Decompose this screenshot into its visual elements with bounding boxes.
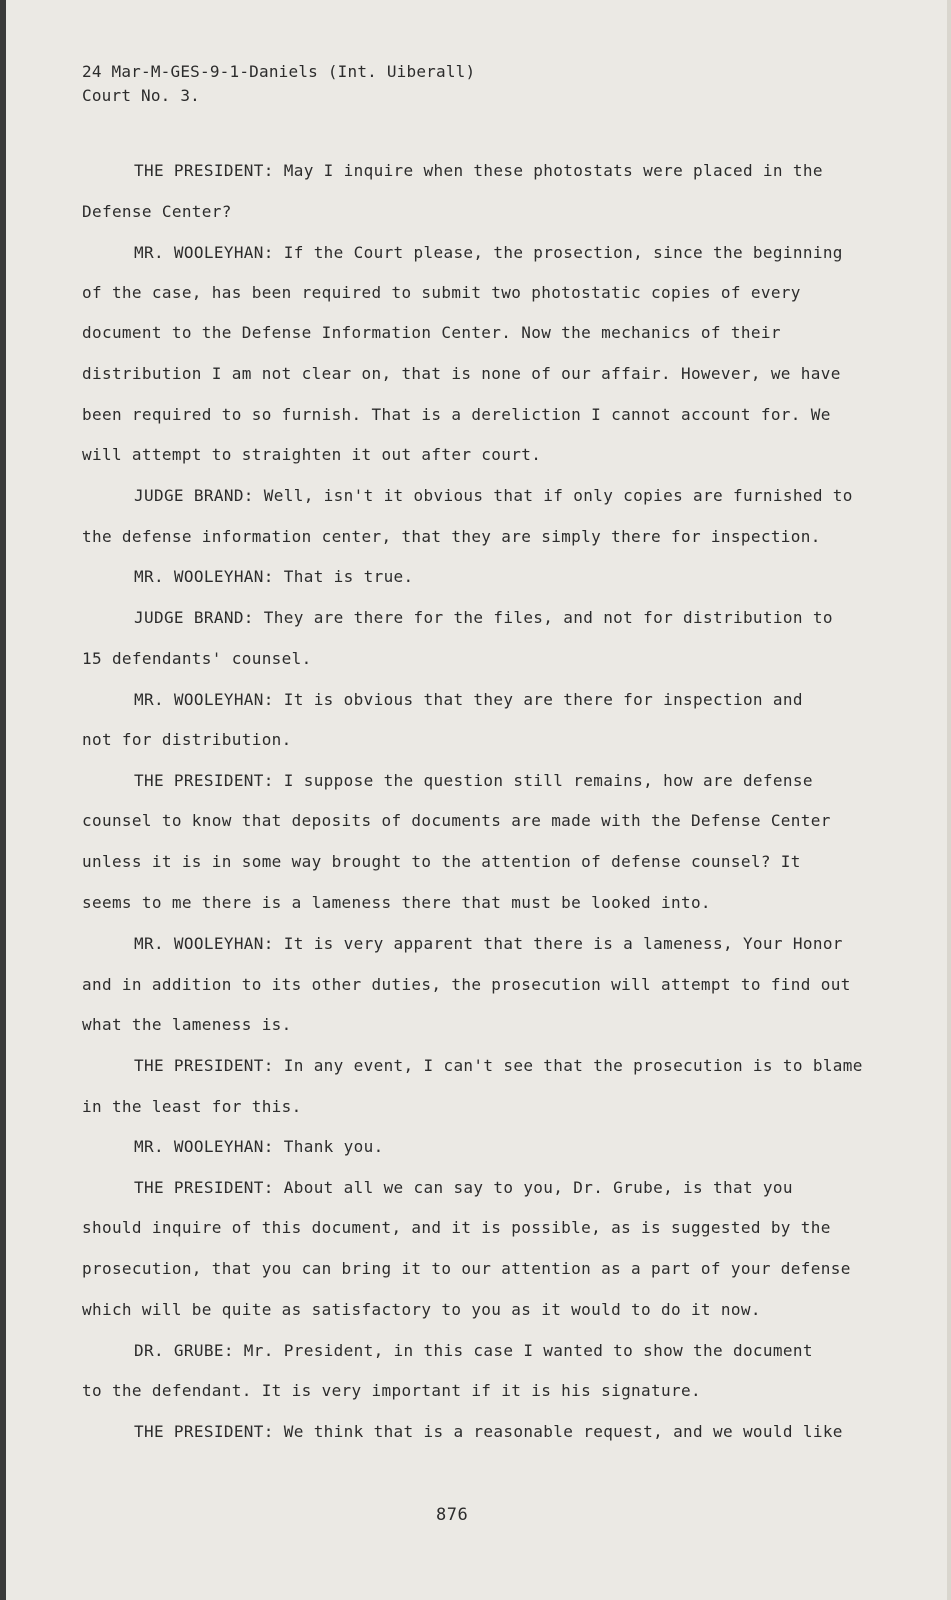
- transcript-line: MR. WOOLEYHAN: Thank you.: [134, 1137, 384, 1156]
- document-header: [82, 60, 475, 108]
- header-line-1: 24 Mar-M-GES-9-1-Daniels (Int. Uiberall): [82, 62, 476, 81]
- transcript-line: THE PRESIDENT: I suppose the question still remains, how are defense: [134, 771, 813, 790]
- transcript-line: DR. GRUBE: Mr. President, in this case I wanted to show the document: [134, 1341, 813, 1360]
- transcript-line: which will be quite as satisfactory to you as it would to do it now.: [82, 1300, 761, 1319]
- transcript-line: MR. WOOLEYHAN: It is very apparent that there is a lameness, Your Honor: [134, 934, 843, 953]
- transcript-line: not for distribution.: [82, 730, 292, 749]
- transcript-line: distribution I am not clear on, that is none of our affair. However, we have: [82, 364, 841, 383]
- transcript-line: been required to so furnish. That is a dereliction I cannot account for. We: [82, 405, 831, 424]
- transcript-line: MR. WOOLEYHAN: If the Court please, the prosection, since the beginning: [134, 243, 843, 262]
- page-left-edge: [0, 0, 6, 1600]
- transcript-line: THE PRESIDENT: We think that is a reasonable request, and we would like: [134, 1422, 843, 1441]
- transcript-line: the defense information center, that they are simply there for inspection.: [82, 527, 821, 546]
- transcript-line: what the lameness is.: [82, 1015, 292, 1034]
- transcript-line: MR. WOOLEYHAN: It is obvious that they are there for inspection and: [134, 690, 803, 709]
- transcript-line: THE PRESIDENT: In any event, I can't see that the prosecution is to blame: [134, 1056, 863, 1075]
- transcript-line: and in addition to its other duties, the prosecution will attempt to find out: [82, 975, 851, 994]
- transcript-line: of the case, has been required to submit two photostatic copies of every: [82, 283, 801, 302]
- header-line-2: Court No. 3.: [82, 86, 200, 105]
- transcript-line: prosecution, that you can bring it to our attention as a part of your defense: [82, 1259, 851, 1278]
- transcript-line: to the defendant. It is very important if it is his signature.: [82, 1381, 701, 1400]
- transcript-line: in the least for this.: [82, 1097, 302, 1116]
- transcript-line: 15 defendants' counsel.: [82, 649, 312, 668]
- transcript-line: Defense Center?: [82, 202, 232, 221]
- transcript-line: JUDGE BRAND: They are there for the files, and not for distribution to: [134, 608, 833, 627]
- page-number: 876: [436, 1505, 469, 1525]
- transcript-line: MR. WOOLEYHAN: That is true.: [134, 567, 414, 586]
- transcript-line: counsel to know that deposits of documents are made with the Defense Center: [82, 811, 831, 830]
- transcript-line: THE PRESIDENT: About all we can say to you, Dr. Grube, is that you: [134, 1178, 793, 1197]
- transcript-line: document to the Defense Information Center. Now the mechanics of their: [82, 323, 781, 342]
- transcript-line: THE PRESIDENT: May I inquire when these photostats were placed in the: [134, 161, 823, 180]
- transcript-line: unless it is in some way brought to the attention of defense counsel? It: [82, 852, 801, 871]
- transcript-line: JUDGE BRAND: Well, isn't it obvious that if only copies are furnished to: [134, 486, 853, 505]
- transcript-line: should inquire of this document, and it is possible, as is suggested by the: [82, 1218, 831, 1237]
- transcript-line: will attempt to straighten it out after court.: [82, 445, 542, 464]
- page-right-edge: [947, 0, 951, 1600]
- transcript-line: seems to me there is a lameness there that must be looked into.: [82, 893, 711, 912]
